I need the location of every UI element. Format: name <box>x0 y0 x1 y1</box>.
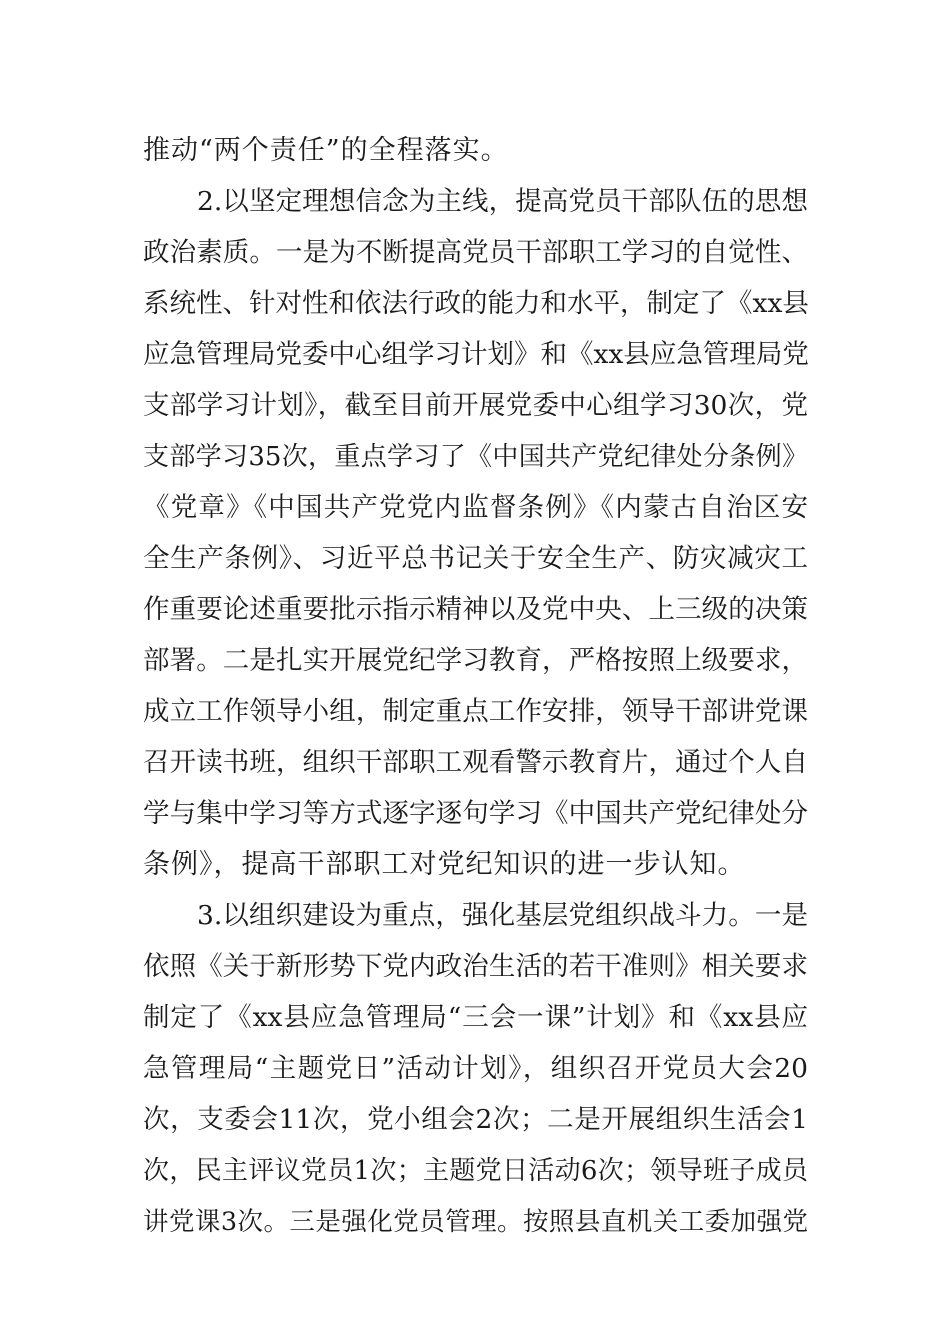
text-line-1: 推动“两个责任”的全程落实。 <box>143 135 509 166</box>
text-line-16: 3.以组织建设为重点，强化基层党组织战斗力。一是 <box>197 900 808 931</box>
text-line-3: 政治素质。一是为不断提高党员干部职工学习的自觉性、 <box>143 237 808 268</box>
text-line-11: 部署。二是扎实开展党纪学习教育，严格按照上级要求， <box>143 645 808 676</box>
text-line-18: 制定了《xx县应急管理局“三会一课”计划》和《xx县应 <box>143 1002 808 1033</box>
text-line-6: 支部学习计划》，截至目前开展党委中心组学习30次，党 <box>143 390 808 421</box>
text-line-2: 2.以坚定理想信念为主线，提高党员干部队伍的思想 <box>197 186 808 217</box>
text-line-14: 学与集中学习等方式逐字逐句学习《中国共产党纪律处分 <box>143 798 808 829</box>
text-line-15: 条例》，提高干部职工对党纪知识的进一步认知。 <box>143 849 746 880</box>
text-line-12: 成立工作领导小组，制定重点工作安排，领导干部讲党课 <box>143 696 808 727</box>
text-line-5: 应急管理局党委中心组学习计划》和《xx县应急管理局党 <box>143 339 809 370</box>
text-line-21: 次，民主评议党员1次；主题党日活动6次；领导班子成员 <box>143 1156 808 1186</box>
text-line-19: 急管理局“主题党日”活动计划》，组织召开党员大会20 <box>143 1053 808 1084</box>
text-line-10: 作重要论述重要批示指示精神以及党中央、上三级的决策 <box>143 594 808 625</box>
text-line-17: 依照《关于新形势下党内政治生活的若干准则》相关要求 <box>143 951 808 982</box>
text-line-4: 系统性、针对性和依法行政的能力和水平，制定了《xx县 <box>143 288 809 319</box>
text-line-8: 《党章》《中国共产党党内监督条例》《内蒙古自治区安 <box>143 492 808 523</box>
text-line-13: 召开读书班，组织干部职工观看警示教育片，通过个人自 <box>143 747 808 778</box>
text-line-20: 次，支委会11次，党小组会2次；二是开展组织生活会1 <box>143 1104 808 1135</box>
text-line-22: 讲党课3次。三是强化党员管理。按照县直机关工委加强党 <box>143 1207 808 1237</box>
text-line-9: 全生产条例》、习近平总书记关于安全生产、防灾减灾工 <box>143 543 808 574</box>
text-line-7: 支部学习35次，重点学习了《中国共产党纪律处分条例》 <box>143 442 808 472</box>
